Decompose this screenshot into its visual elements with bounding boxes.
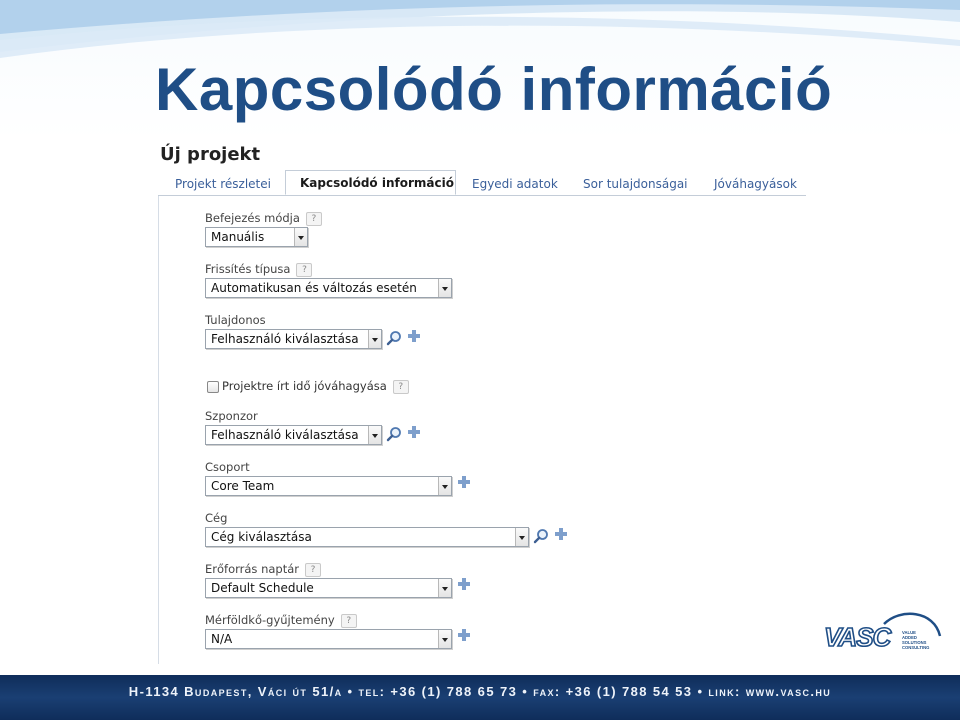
chevron-down-icon (515, 528, 528, 546)
help-icon[interactable]: ? (296, 263, 312, 277)
plus-icon[interactable] (406, 424, 422, 440)
eroforras-naptar-label-text: Erőforrás naptár (205, 562, 299, 576)
chevron-down-icon (368, 426, 381, 444)
tab-projekt-reszletei[interactable]: Projekt részletei (175, 177, 271, 191)
plus-icon[interactable] (456, 474, 472, 490)
frissites-tipusa-value: Automatikusan és változás esetén (211, 281, 417, 295)
csoport-select[interactable] (205, 476, 452, 496)
form-title: Új projekt (160, 144, 261, 165)
plus-icon[interactable] (456, 627, 472, 643)
tab-sor-tulajdonsagai[interactable]: Sor tulajdonságai (583, 177, 688, 191)
slide-footer (0, 675, 960, 720)
csoport-label: Csoport (205, 460, 250, 474)
new-project-form (158, 140, 806, 664)
eroforras-naptar-select[interactable] (205, 578, 452, 598)
logo-tagline-4: CONSULTING (902, 645, 930, 650)
chevron-down-icon (438, 579, 451, 597)
tulajdonos-select[interactable] (205, 329, 382, 349)
merfoldko-select[interactable] (205, 629, 452, 649)
tab-bar (158, 170, 806, 196)
merfoldko-label (205, 613, 357, 628)
szponzor-label: Szponzor (205, 409, 258, 423)
merfoldko-label-text: Mérföldkő-gyűjtemény (205, 613, 335, 627)
logo-tagline-1: VALUE (902, 630, 916, 635)
help-icon[interactable]: ? (341, 614, 357, 628)
eroforras-naptar-value: Default Schedule (211, 581, 314, 595)
tab-jovahagyasok[interactable]: Jóváhagyások (714, 177, 797, 191)
eroforras-naptar-label (205, 562, 321, 577)
befejezes-modja-value: Manuális (211, 230, 265, 244)
footer-contact-text: H-1134 Budapest, Váci út 51/a • tel: +36 (1) 788 65 73 • fax: +36 (1) 788 54 53 • link: www.vasc.hu (128, 684, 832, 699)
plus-icon[interactable] (456, 576, 472, 592)
help-icon[interactable]: ? (306, 212, 322, 226)
search-icon[interactable] (386, 330, 402, 346)
plus-icon[interactable] (553, 526, 569, 542)
chevron-down-icon (368, 330, 381, 348)
slide-title: Kapcsolódó információ (155, 56, 833, 123)
frissites-tipusa-label-text: Frissítés típusa (205, 262, 291, 276)
tulajdonos-label: Tulajdonos (205, 313, 266, 327)
chevron-down-icon (438, 279, 451, 297)
logo-tagline-3: SOLUTIONS (902, 640, 927, 645)
chevron-down-icon (294, 228, 307, 246)
ceg-label: Cég (205, 511, 228, 525)
merfoldko-value: N/A (211, 632, 233, 646)
befejezes-modja-label (205, 211, 322, 226)
help-icon[interactable]: ? (393, 380, 409, 394)
panel-border (158, 195, 159, 664)
idojovahagyas-label-text: Projektre írt idő jóváhagyása (222, 379, 387, 393)
tab-kapcsolodo-informacio[interactable]: Kapcsolódó információ (285, 170, 456, 195)
tulajdonos-value: Felhasználó kiválasztása (211, 332, 359, 346)
vasc-logo (822, 610, 942, 660)
szponzor-select[interactable] (205, 425, 382, 445)
tab-egyedi-adatok[interactable]: Egyedi adatok (472, 177, 558, 191)
befejezes-modja-select[interactable] (205, 227, 308, 247)
befejezes-modja-label-text: Befejezés módja (205, 211, 300, 225)
idojovahagyas-checkbox[interactable] (207, 381, 219, 393)
csoport-value: Core Team (211, 479, 275, 493)
frissites-tipusa-select[interactable] (205, 278, 452, 298)
logo-wordmark: VASC (824, 622, 891, 652)
chevron-down-icon (438, 630, 451, 648)
plus-icon[interactable] (406, 328, 422, 344)
help-icon[interactable]: ? (305, 563, 321, 577)
frissites-tipusa-label (205, 262, 312, 277)
ceg-value: Cég kiválasztása (211, 530, 312, 544)
chevron-down-icon (438, 477, 451, 495)
logo-tagline-2: ADDED (902, 635, 917, 640)
ceg-select[interactable] (205, 527, 529, 547)
search-icon[interactable] (533, 528, 549, 544)
search-icon[interactable] (386, 426, 402, 442)
idojovahagyas-label (222, 379, 409, 394)
szponzor-value: Felhasználó kiválasztása (211, 428, 359, 442)
